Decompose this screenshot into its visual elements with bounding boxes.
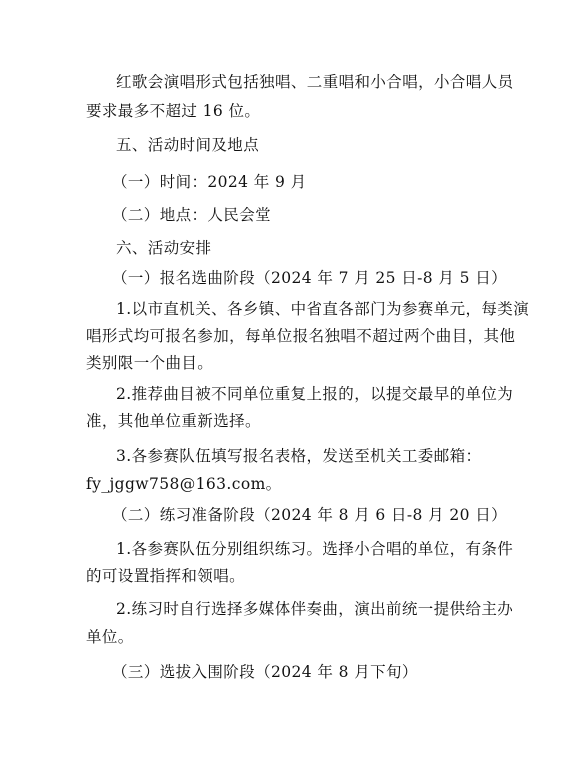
stage-selection: （三）选拔入围阶段（2024 年 8 月下旬） bbox=[112, 663, 418, 681]
para-registration-2-line-2: 准，其他单位重新选择。 bbox=[86, 412, 261, 430]
heading-time-place: 五、活动时间及地点 bbox=[116, 136, 260, 154]
para-preparation-2-line-1: 2.练习时自行选择多媒体伴奏曲，演出前统一提供给主办 bbox=[116, 600, 514, 618]
para-registration-2-line-1: 2.推荐曲目被不同单位重复上报的，以提交最早的单位为 bbox=[116, 385, 514, 403]
para-registration-3-line-1: 3.各参赛队伍填写报名表格，发送至机关工委邮箱： bbox=[116, 447, 482, 465]
para-preparation-1-line-2: 的可设置指挥和领唱。 bbox=[86, 567, 246, 585]
para-group-size-line-1: 红歌会演唱形式包括独唱、二重唱和小合唱，小合唱人员 bbox=[116, 73, 514, 91]
para-registration-1-line-2: 唱形式均可报名参加，每单位报名独唱不超过两个曲目，其他 bbox=[86, 327, 516, 345]
para-preparation-1-line-1: 1.各参赛队伍分别组织练习。选择小合唱的单位，有条件 bbox=[116, 540, 514, 558]
para-registration-3-line-2: fy_jggw758@163.com。 bbox=[86, 475, 282, 493]
item-time: （一）时间：2024 年 9 月 bbox=[112, 173, 307, 191]
stage-registration: （一）报名选曲阶段（2024 年 7 月 25 日-8 月 5 日） bbox=[112, 269, 508, 287]
heading-schedule: 六、活动安排 bbox=[116, 239, 212, 257]
item-place: （二）地点：人民会堂 bbox=[112, 206, 272, 224]
para-registration-1-line-1: 1.以市直机关、各乡镇、中省直各部门为参赛单元，每类演 bbox=[116, 300, 530, 318]
para-preparation-2-line-2: 单位。 bbox=[86, 628, 134, 646]
stage-preparation: （二）练习准备阶段（2024 年 8 月 6 日-8 月 20 日） bbox=[112, 506, 508, 524]
para-group-size-line-2: 要求最多不超过 16 位。 bbox=[86, 102, 261, 120]
para-registration-1-line-3: 类别限一个曲目。 bbox=[86, 354, 214, 372]
